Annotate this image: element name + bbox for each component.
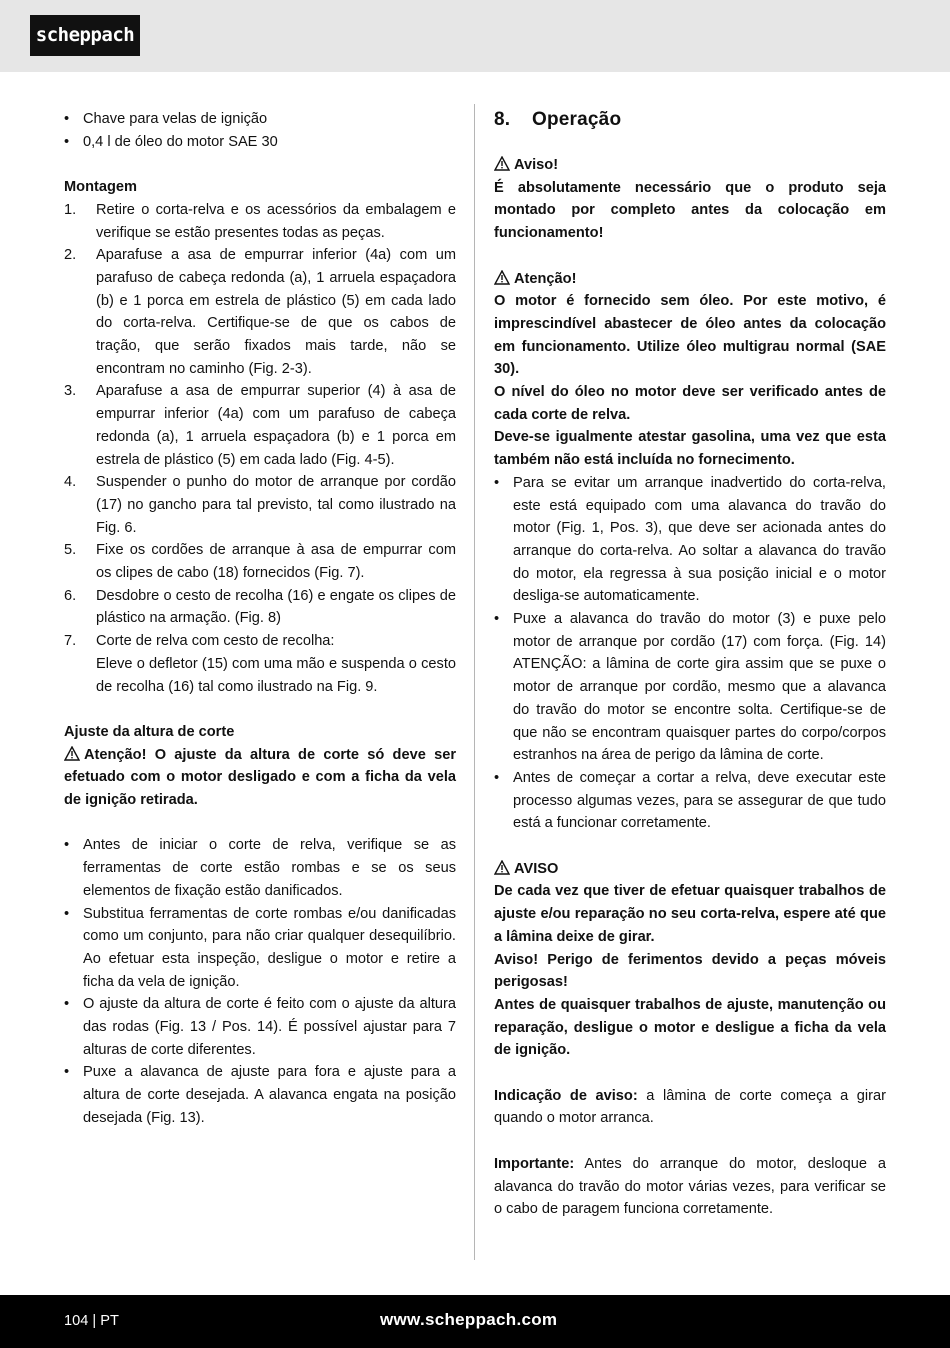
website-url: www.scheppach.com xyxy=(380,1310,558,1329)
right-column xyxy=(494,108,886,1221)
warning-text: Antes de quaisquer trabalhos de ajuste, manutenção ou reparação, desligue o motor e desligue a ficha da vela de ignição. xyxy=(494,996,886,1059)
warning-text: Aviso! Perigo de ferimentos devido a peças móveis perigosas! xyxy=(494,951,886,991)
warning-label: Aviso! xyxy=(494,154,886,177)
warning-icon xyxy=(494,156,510,171)
cut-height-heading: Ajuste da altura de corte xyxy=(64,723,235,740)
list-item: • 0,4 l de óleo do motor SAE 30 xyxy=(64,131,456,154)
footer xyxy=(0,1295,950,1348)
list-item: 1. Retire o corta-relva e os acessórios da embalagem e verifique se estão presentes todas as peças. xyxy=(64,201,456,241)
list-item: • Puxe a alavanca do travão do motor (3) e puxe pelo motor de arranque por cordão (17) com força. (Fig. 14) ATENÇÃO: a lâmina de corte gira assim que se puxe o motor de arranque por cordão, mesmo que a alavanca do travão do motor se encontre solta. Certifique-se de que não se encontram quaisquer partes do corpo/corpos estranhos na área de perigo da lâmina de corte. xyxy=(494,608,886,767)
warning-icon xyxy=(494,270,510,285)
warning-icon xyxy=(64,746,80,761)
section-title: 8. Operação xyxy=(494,109,622,130)
assembly-heading: Montagem xyxy=(64,179,137,196)
warning-text: De cada vez que tiver de efetuar quaisquer trabalhos de ajuste e/ou reparação no seu corta-relva, espere até que a lâmina deixe de girar. xyxy=(494,883,886,945)
accessories-list xyxy=(64,108,456,153)
list-item: 2. Aparafuse a asa de empurrar inferior (4a) com um parafuso de cabeça redonda (a), 1 arruela espaçadora (b) e 1 porca em estrela de plástico (5) em cada lado do corta-relva. Certifique-se de que os cabos de tração, que serão fixados mais tarde, não se encontram no caminho (Fig. 2-3). xyxy=(64,247,456,377)
list-item: 3. Aparafuse a asa de empurrar superior (4) à asa de empurrar inferior (4a) com um parafuso de cabeça redonda (a), 1 arruela espaçadora (b) e 1 porca em estrela de plástico (5) em cada lado (Fig. 4-5). xyxy=(64,383,456,468)
cut-height-bullets xyxy=(64,834,456,1129)
list-item: 6. Desdobre o cesto de recolha (16) e engate os clipes de plástico na armação. (Fig. 8) xyxy=(64,587,456,627)
attention-text: O nível do óleo no motor deve ser verificado antes de cada corte de relva. xyxy=(494,384,886,423)
header-band xyxy=(0,0,950,72)
page-number: 104 | PT xyxy=(64,1313,119,1329)
warning-indication: Indicação de aviso: a lâmina de corte começa a girar quando o motor arranca. xyxy=(494,1087,886,1127)
brand-logo: scheppach xyxy=(30,15,140,56)
list-item: • Antes de começar a cortar a relva, deve executar este processo algumas vezes, para se assegurar de que tudo está a funcionar corretamente. xyxy=(494,767,886,835)
list-item: • Puxe a alavanca de ajuste para fora e ajuste para a altura de corte desejada. A alavanca engata na posição desejada (Fig. 13). xyxy=(64,1061,456,1129)
column-divider xyxy=(474,104,475,1260)
section-number: 8. xyxy=(494,109,511,130)
cut-height-warning: Atenção! O ajuste da altura de corte só deve ser efetuado com o motor desligado e com a ficha da vela de ignição retirada. xyxy=(64,746,456,809)
left-column xyxy=(64,108,456,1130)
list-item: • Antes de iniciar o corte de relva, verifique se as ferramentas de corte estão rombas e se os seus elementos de fixação estão danificados. xyxy=(64,834,456,902)
warning-icon xyxy=(494,860,510,875)
attention-label: Atenção! xyxy=(494,268,886,291)
assembly-steps xyxy=(64,199,456,698)
list-item: 7. Corte de relva com cesto de recolha: Eleve o defletor (15) com uma mão e suspenda o cesto de recolha (16) tal como ilustrado na Fig. 9. xyxy=(64,633,456,695)
warning-label: AVISO xyxy=(494,858,886,881)
important-note: Importante: Antes do arranque do motor, desloque a alavanca do travão do motor várias vezes, para verificar se o cabo de paragem funciona corretamente. xyxy=(494,1155,886,1218)
list-item: 4. Suspender o punho do motor de arranque por cordão (17) no gancho para tal previsto, tal como ilustrado na Fig. 6. xyxy=(64,474,456,536)
attention-text: O motor é fornecido sem óleo. Por este motivo, é imprescindível abastecer de óleo antes da colocação em funcionamento. Utilize óleo multigrau normal (SAE 30). xyxy=(494,293,886,378)
list-item: • Chave para velas de ignição xyxy=(64,108,456,131)
attention-text: Deve-se igualmente atestar gasolina, uma vez que esta também não está incluída no fornecimento. xyxy=(494,429,886,469)
list-item: • O ajuste da altura de corte é feito com o ajuste da altura das rodas (Fig. 13 / Pos. 14). É possível ajustar para 7 alturas de corte diferentes. xyxy=(64,993,456,1061)
list-item: 5. Fixe os cordões de arranque à asa de empurrar com os clipes de cabo (18) fornecidos (Fig. 7). xyxy=(64,542,456,582)
warning-text: É absolutamente necessário que o produto seja montado por completo antes da colocação em funcionamento! xyxy=(494,179,886,242)
list-item: • Para se evitar um arranque inadvertido do corta-relva, este está equipado com uma alavanca do travão do motor (Fig. 1, Pos. 3), que deve ser acionada antes do arranque do corta-relva. Ao soltar a alavanca do travão do motor, ela regressa à sua posição inicial e o motor desliga-se automaticamente. xyxy=(494,472,886,608)
operation-bullets xyxy=(494,472,886,835)
list-item: • Substitua ferramentas de corte rombas e/ou danificadas como um conjunto, para não criar qualquer desequilíbrio. Ao efetuar esta inspeção, desligue o motor e retire a ficha da vela de ignição. xyxy=(64,903,456,994)
